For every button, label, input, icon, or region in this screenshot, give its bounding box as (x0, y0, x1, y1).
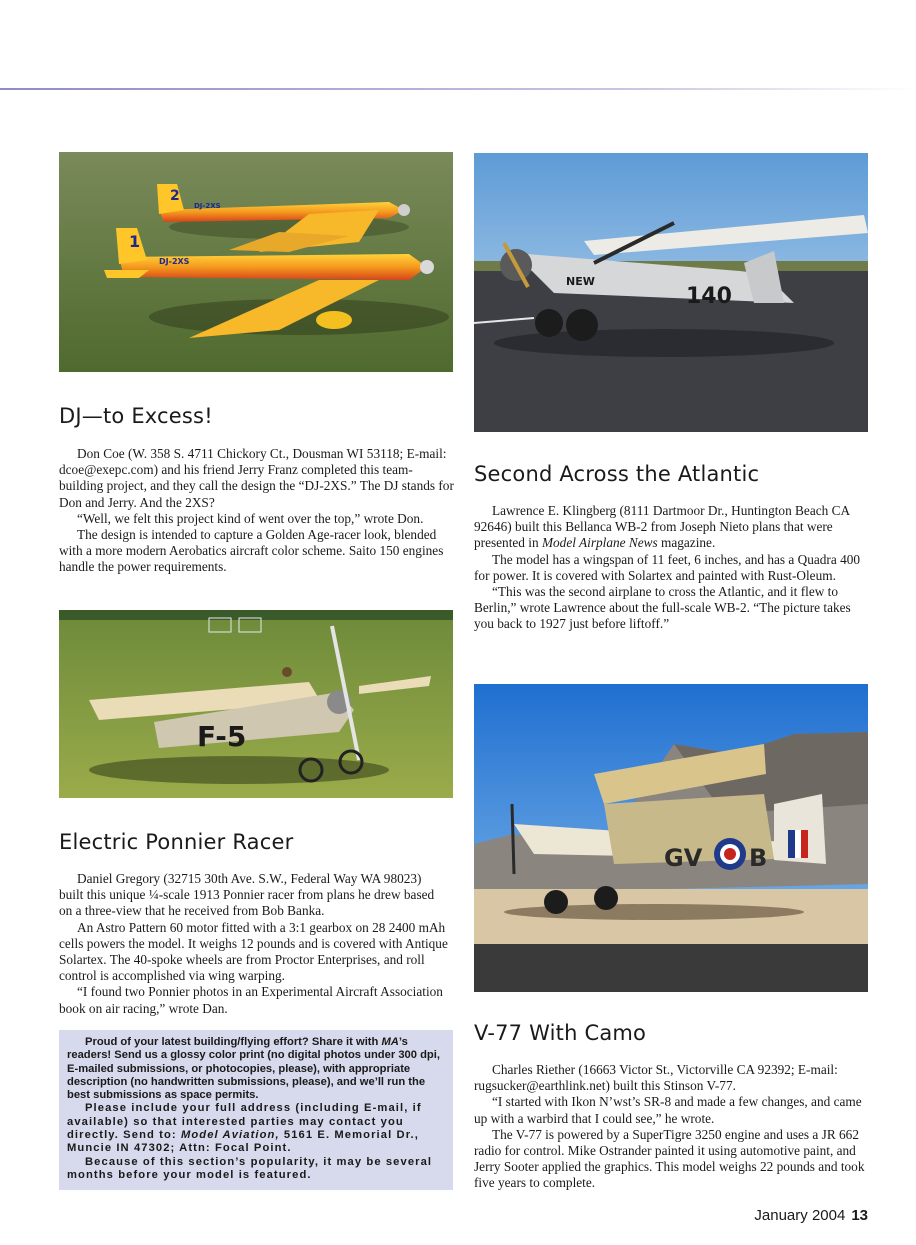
bellanca-140-marking: 140 (686, 284, 732, 309)
dj-racer-number-2: 2 (170, 188, 180, 204)
page-folio (754, 1207, 868, 1224)
dj-paragraph-3: The design is intended to capture a Golden Age-racer look, blended with a more modern Aerobatics aircraft color scheme. Saito 150 engines handle the power requirements. (59, 527, 444, 575)
ponnier-f5-marking: F-5 (197, 720, 247, 753)
callout-paragraph-2 (67, 1102, 445, 1155)
ponnier-paragraph-2: An Astro Pattern 60 motor fitted with a 3:1 gearbox on 28 2400 mAh cells powers the model. It weighs 12 pounds and is covered with Antique Solartex. The 40-spoke wheels are from Proctor Enterprises, and roll control is accomplished via wing warping. (59, 919, 448, 984)
v77-section-title: V-77 With Camo (474, 1021, 647, 1045)
atlantic-section-title: Second Across the Atlantic (474, 462, 760, 486)
callout-magazine-name: Model Aviation, (180, 1129, 280, 1142)
ponnier-paragraph-3: “I found two Ponnier photos in an Experimental Aircraft Association book on air racing,” wrote Dan. (59, 984, 443, 1016)
atlantic-paragraph-3: “This was the second airplane to cross the Atlantic, and it flew to Berlin,” wrote Lawrence about the full-scale WB-2. “The picture takes you back to 1927 just before liftoff.” (474, 584, 851, 632)
stinson-gv-marking: GV (664, 844, 703, 872)
header-rule (0, 88, 916, 90)
ponnier-photo (59, 610, 453, 798)
callout-paragraph-2-end: 5161 E. Memorial Dr., Muncie IN 47302; Attn: Focal Point. (67, 1129, 419, 1155)
page-number: 13 (851, 1207, 868, 1224)
callout-ma-italic: MA (381, 1036, 399, 1048)
ponnier-section-title: Electric Ponnier Racer (59, 830, 294, 854)
callout-paragraph-2-text: Please include your full address (including E-mail, if available) so that interested parties may contact you directly. Send to: (67, 1102, 422, 1142)
atlantic-paragraph-1 (474, 503, 868, 552)
submission-callout (59, 1030, 453, 1190)
callout-paragraph-1-end: ’s readers! Send us a glossy color print (no digital photos under 300 dpi, E-mailed submissions, or photocopies, please), with appropriate description (no handwritten submissions, please), and we’ll run the best submissions as space permits. (67, 1036, 440, 1102)
dj-racers-photo (59, 152, 453, 372)
ponnier-section-body (59, 871, 449, 1017)
dj-paragraph-1: Don Coe (W. 358 S. 4711 Chickory Ct., Dousman WI 53118; E-mail: dcoe@exepc.com) and his friend Jerry Franz completed this team-building project, and they call the design the “DJ-2XS.” The DJ stands for Don and Jerry. And the 2XS? (59, 446, 454, 510)
dj-paragraph-2: “Well, we felt this project kind of went over the top,” wrote Don. (77, 510, 424, 526)
callout-paragraph-1 (67, 1036, 445, 1102)
atlantic-paragraph-1-end: magazine. (657, 535, 716, 551)
ponnier-paragraph-1: Daniel Gregory (32715 30th Ave. S.W., Federal Way WA 98023) built this unique ¼-scale 1913 Ponnier racer from plans he drew based on a three-view that he received from Bob Banka. (59, 871, 435, 919)
bellanca-photo (474, 153, 868, 432)
dj-section-title: DJ—to Excess! (59, 404, 213, 428)
dj-racer-rear-name: DJ-2XS (194, 202, 221, 210)
atlantic-paragraph-2: The model has a wingspan of 11 feet, 6 inches, and has a Quadra 400 for power. It is covered with Solartex and painted with Rust-Oleum. (474, 551, 861, 583)
stinson-b-marking: B (749, 844, 768, 872)
callout-paragraph-3: Because of this section’s popularity, it may be several months before your model is featured. (67, 1155, 433, 1181)
issue-date: January 2004 (754, 1207, 846, 1224)
dj-racer-front-name: DJ-2XS (159, 257, 190, 266)
magazine-title: Model Airplane News (541, 535, 658, 551)
atlantic-paragraph-1-text: Lawrence E. Klingberg (8111 Dartmoor Dr., Huntington Beach CA 92646) built this Bellanca WB-2 from Joseph Nieto plans that were presented in (474, 503, 850, 551)
v77-paragraph-2: “I started with Ikon N’wst’s SR-8 and made a few changes, and came up with a warbird that I could see,” he wrote. (474, 1094, 862, 1126)
v77-paragraph-1: Charles Riether (16663 Victor St., Victorville CA 92392; E-mail: rugsucker@earthlink.net) built this Stinson V-77. (474, 1062, 838, 1094)
stinson-photo (474, 684, 868, 992)
dj-racer-number-1: 1 (129, 232, 141, 251)
dj-section-body (59, 446, 454, 576)
atlantic-section-body (474, 503, 868, 633)
callout-paragraph-1-text: Proud of your latest building/flying effort? Share it with (85, 1036, 382, 1048)
v77-paragraph-3: The V-77 is powered by a SuperTigre 3250 engine and uses a JR 662 radio for control. Mike Ostrander painted it using automotive paint, and Jerry Sooter applied the graphics. This model weighs 22 pounds and took five years to complete. (474, 1126, 865, 1191)
bellanca-new-marking: NEW (566, 275, 595, 288)
v77-section-body (474, 1062, 868, 1192)
